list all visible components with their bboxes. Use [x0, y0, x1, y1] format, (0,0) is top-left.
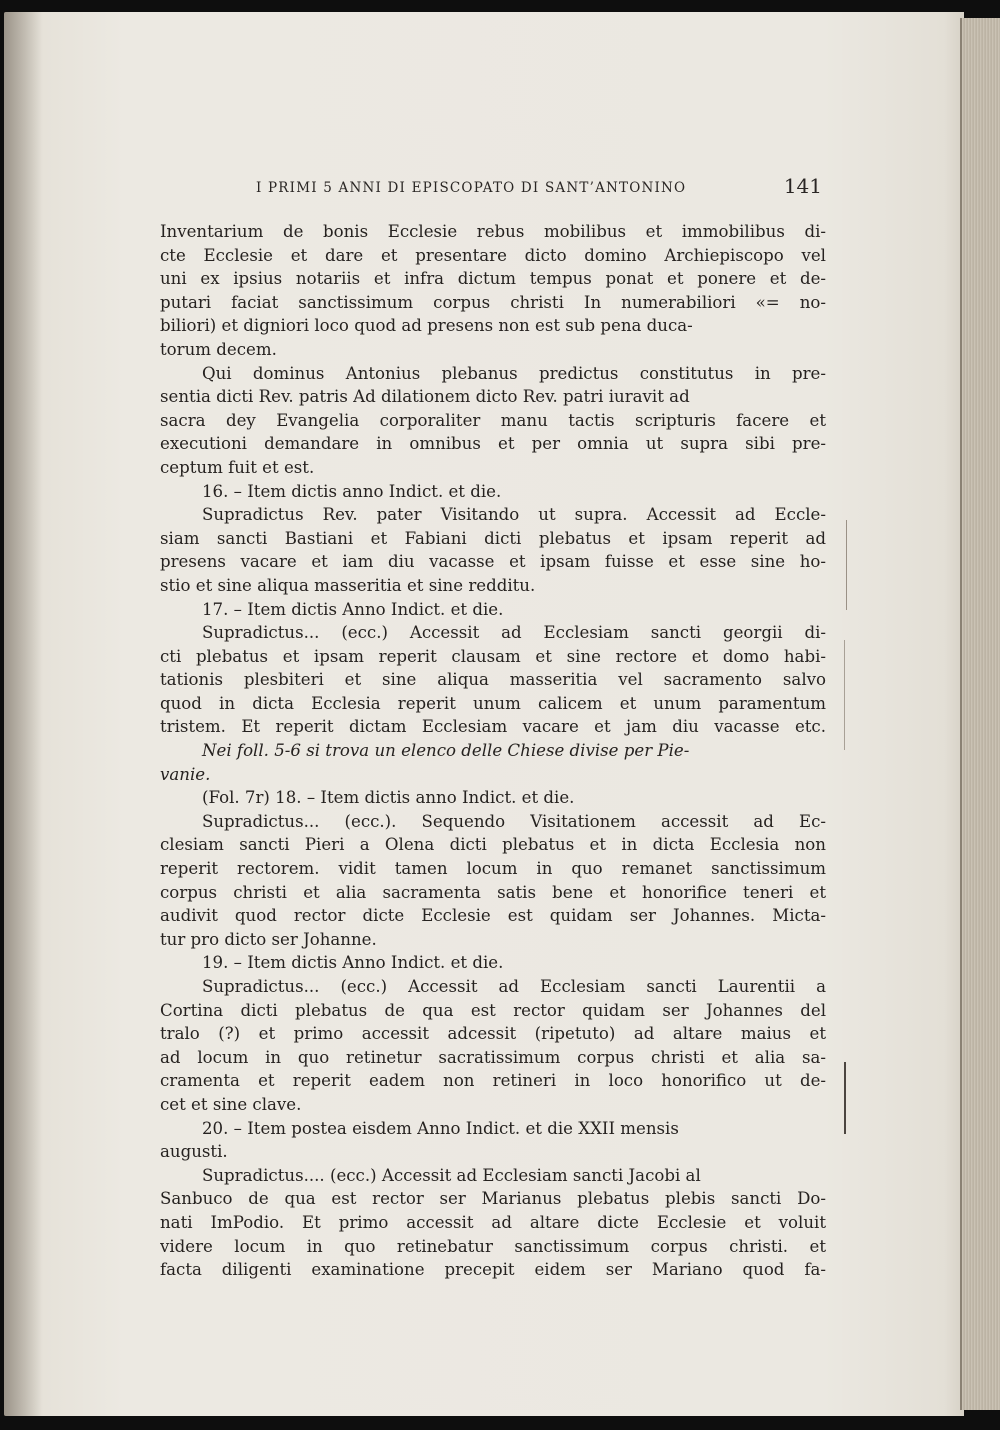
text-line: clesiam sancti Pieri a Olena dicti plebatus et in dicta Ecclesia non	[160, 835, 826, 855]
text-line: 19. – Item dictis Anno Indict. et die.	[202, 953, 504, 973]
text-line: Qui dominus Antonius plebanus predictus constitutus in pre-	[202, 363, 826, 383]
text-line: augusti.	[160, 1142, 228, 1162]
text-line: tur pro dicto ser Johanne.	[160, 929, 377, 949]
running-title: I PRIMI 5 ANNI DI EPISCOPATO DI SANT’ANTONINO	[256, 180, 687, 196]
text-line: Sanbuco de qua est rector ser Marianus plebatus plebis sancti Do-	[160, 1189, 826, 1209]
text-line: audivit quod rector dicte Ecclesie est quidam ser Johannes. Micta-	[160, 906, 826, 926]
text-line: uni ex ipsius notariis et infra dictum tempus ponat et ponere et de-	[160, 269, 826, 289]
text-line: nati ImPodio. Et primo accessit ad altare dicte Ecclesie et voluit	[160, 1212, 826, 1232]
text-line: videre locum in quo retinebatur sanctissimum corpus christi. et	[160, 1236, 826, 1256]
text-line: corpus christi et alia sacramenta satis bene et honorifice teneri et	[160, 882, 826, 902]
margin-pencil-mark	[838, 640, 845, 750]
text-line: vanie.	[160, 764, 211, 784]
text-line: cet et sine clave.	[160, 1094, 302, 1114]
text-line: Nei foll. 5-6 si trova un elenco delle Chiese divise per Pie-	[202, 741, 690, 761]
text-line: sacra dey Evangelia corporaliter manu tactis scripturis facere et	[160, 410, 826, 430]
text-line: executioni demandare in omnibus et per omnia ut supra sibi pre-	[160, 434, 826, 454]
text-line: tralo (?) et primo accessit adcessit (ripetuto) ad altare maius et	[160, 1024, 826, 1044]
text-line: tationis plesbiteri et sine aliqua masseritia vel sacramento salvo	[160, 670, 826, 690]
text-line: Supradictus.... (ecc.) Accessit ad Ecclesiam sancti Jacobi al	[202, 1165, 701, 1185]
text-line: reperit rectorem. vidit tamen locum in quo remanet sanctissimum	[160, 859, 826, 879]
margin-bracket-mark	[832, 1062, 846, 1134]
text-line: putari faciat sanctissimum corpus christi In numerabiliori «= no-	[160, 292, 826, 312]
text-line: torum decem.	[160, 339, 277, 359]
body-text	[160, 220, 826, 1282]
text-line: 17. – Item dictis Anno Indict. et die.	[202, 599, 504, 619]
text-line: (Fol. 7r) 18. – Item dictis anno Indict. et die.	[202, 788, 575, 808]
page-edges	[960, 18, 1000, 1410]
text-line: cte Ecclesie et dare et presentare dicto domino Archiepiscopo vel	[160, 245, 826, 265]
text-line: Supradictus... (ecc.). Sequendo Visitationem accessit ad Ec-	[202, 811, 826, 831]
text-line: quod in dicta Ecclesia reperit unum calicem et unum paramentum	[160, 693, 826, 713]
text-line: biliori) et digniori loco quod ad presens non est sub pena duca-	[160, 316, 693, 336]
text-line: cti plebatus et ipsam reperit clausam et sine rectore et domo habi-	[160, 646, 826, 666]
text-line: presens vacare et iam diu vacasse et ipsam fuisse et esse sine ho-	[160, 552, 826, 572]
text-line: Supradictus... (ecc.) Accessit ad Ecclesiam sancti georgii di-	[202, 623, 826, 643]
text-line: tristem. Et reperit dictam Ecclesiam vacare et jam diu vacasse etc.	[160, 717, 826, 737]
text-line: 16. – Item dictis anno Indict. et die.	[202, 481, 502, 501]
running-head	[160, 174, 826, 204]
text-line: cramenta et reperit eadem non retineri in loco honorifico ut de-	[160, 1071, 826, 1091]
text-line: ceptum fuit et est.	[160, 457, 315, 477]
text-line: siam sancti Bastiani et Fabiani dicti plebatus et ipsam reperit ad	[160, 528, 826, 548]
text-line: Supradictus Rev. pater Visitando ut supra. Accessit ad Eccle-	[202, 505, 826, 525]
gutter-shadow	[4, 12, 42, 1416]
margin-pencil-mark	[840, 520, 847, 610]
text-line: stio et sine aliqua masseritia et sine redditu.	[160, 575, 536, 595]
text-line: 20. – Item postea eisdem Anno Indict. et die XXII mensis	[202, 1118, 679, 1138]
text-line: facta diligenti examinatione precepit eidem ser Mariano quod fa-	[160, 1260, 826, 1280]
text-line: ad locum in quo retinetur sacratissimum corpus christi et alia sa-	[160, 1047, 826, 1067]
text-line: Supradictus... (ecc.) Accessit ad Ecclesiam sancti Laurentii a	[202, 977, 826, 996]
text-line: Cortina dicti plebatus de qua est rector quidam ser Johannes del	[160, 1000, 826, 1020]
text-line: sentia dicti Rev. patris Ad dilationem dicto Rev. patri iuravit ad	[160, 387, 690, 407]
text-line: Inventarium de bonis Ecclesie rebus mobilibus et immobilibus di-	[160, 222, 826, 241]
page-number: 141	[783, 174, 822, 198]
